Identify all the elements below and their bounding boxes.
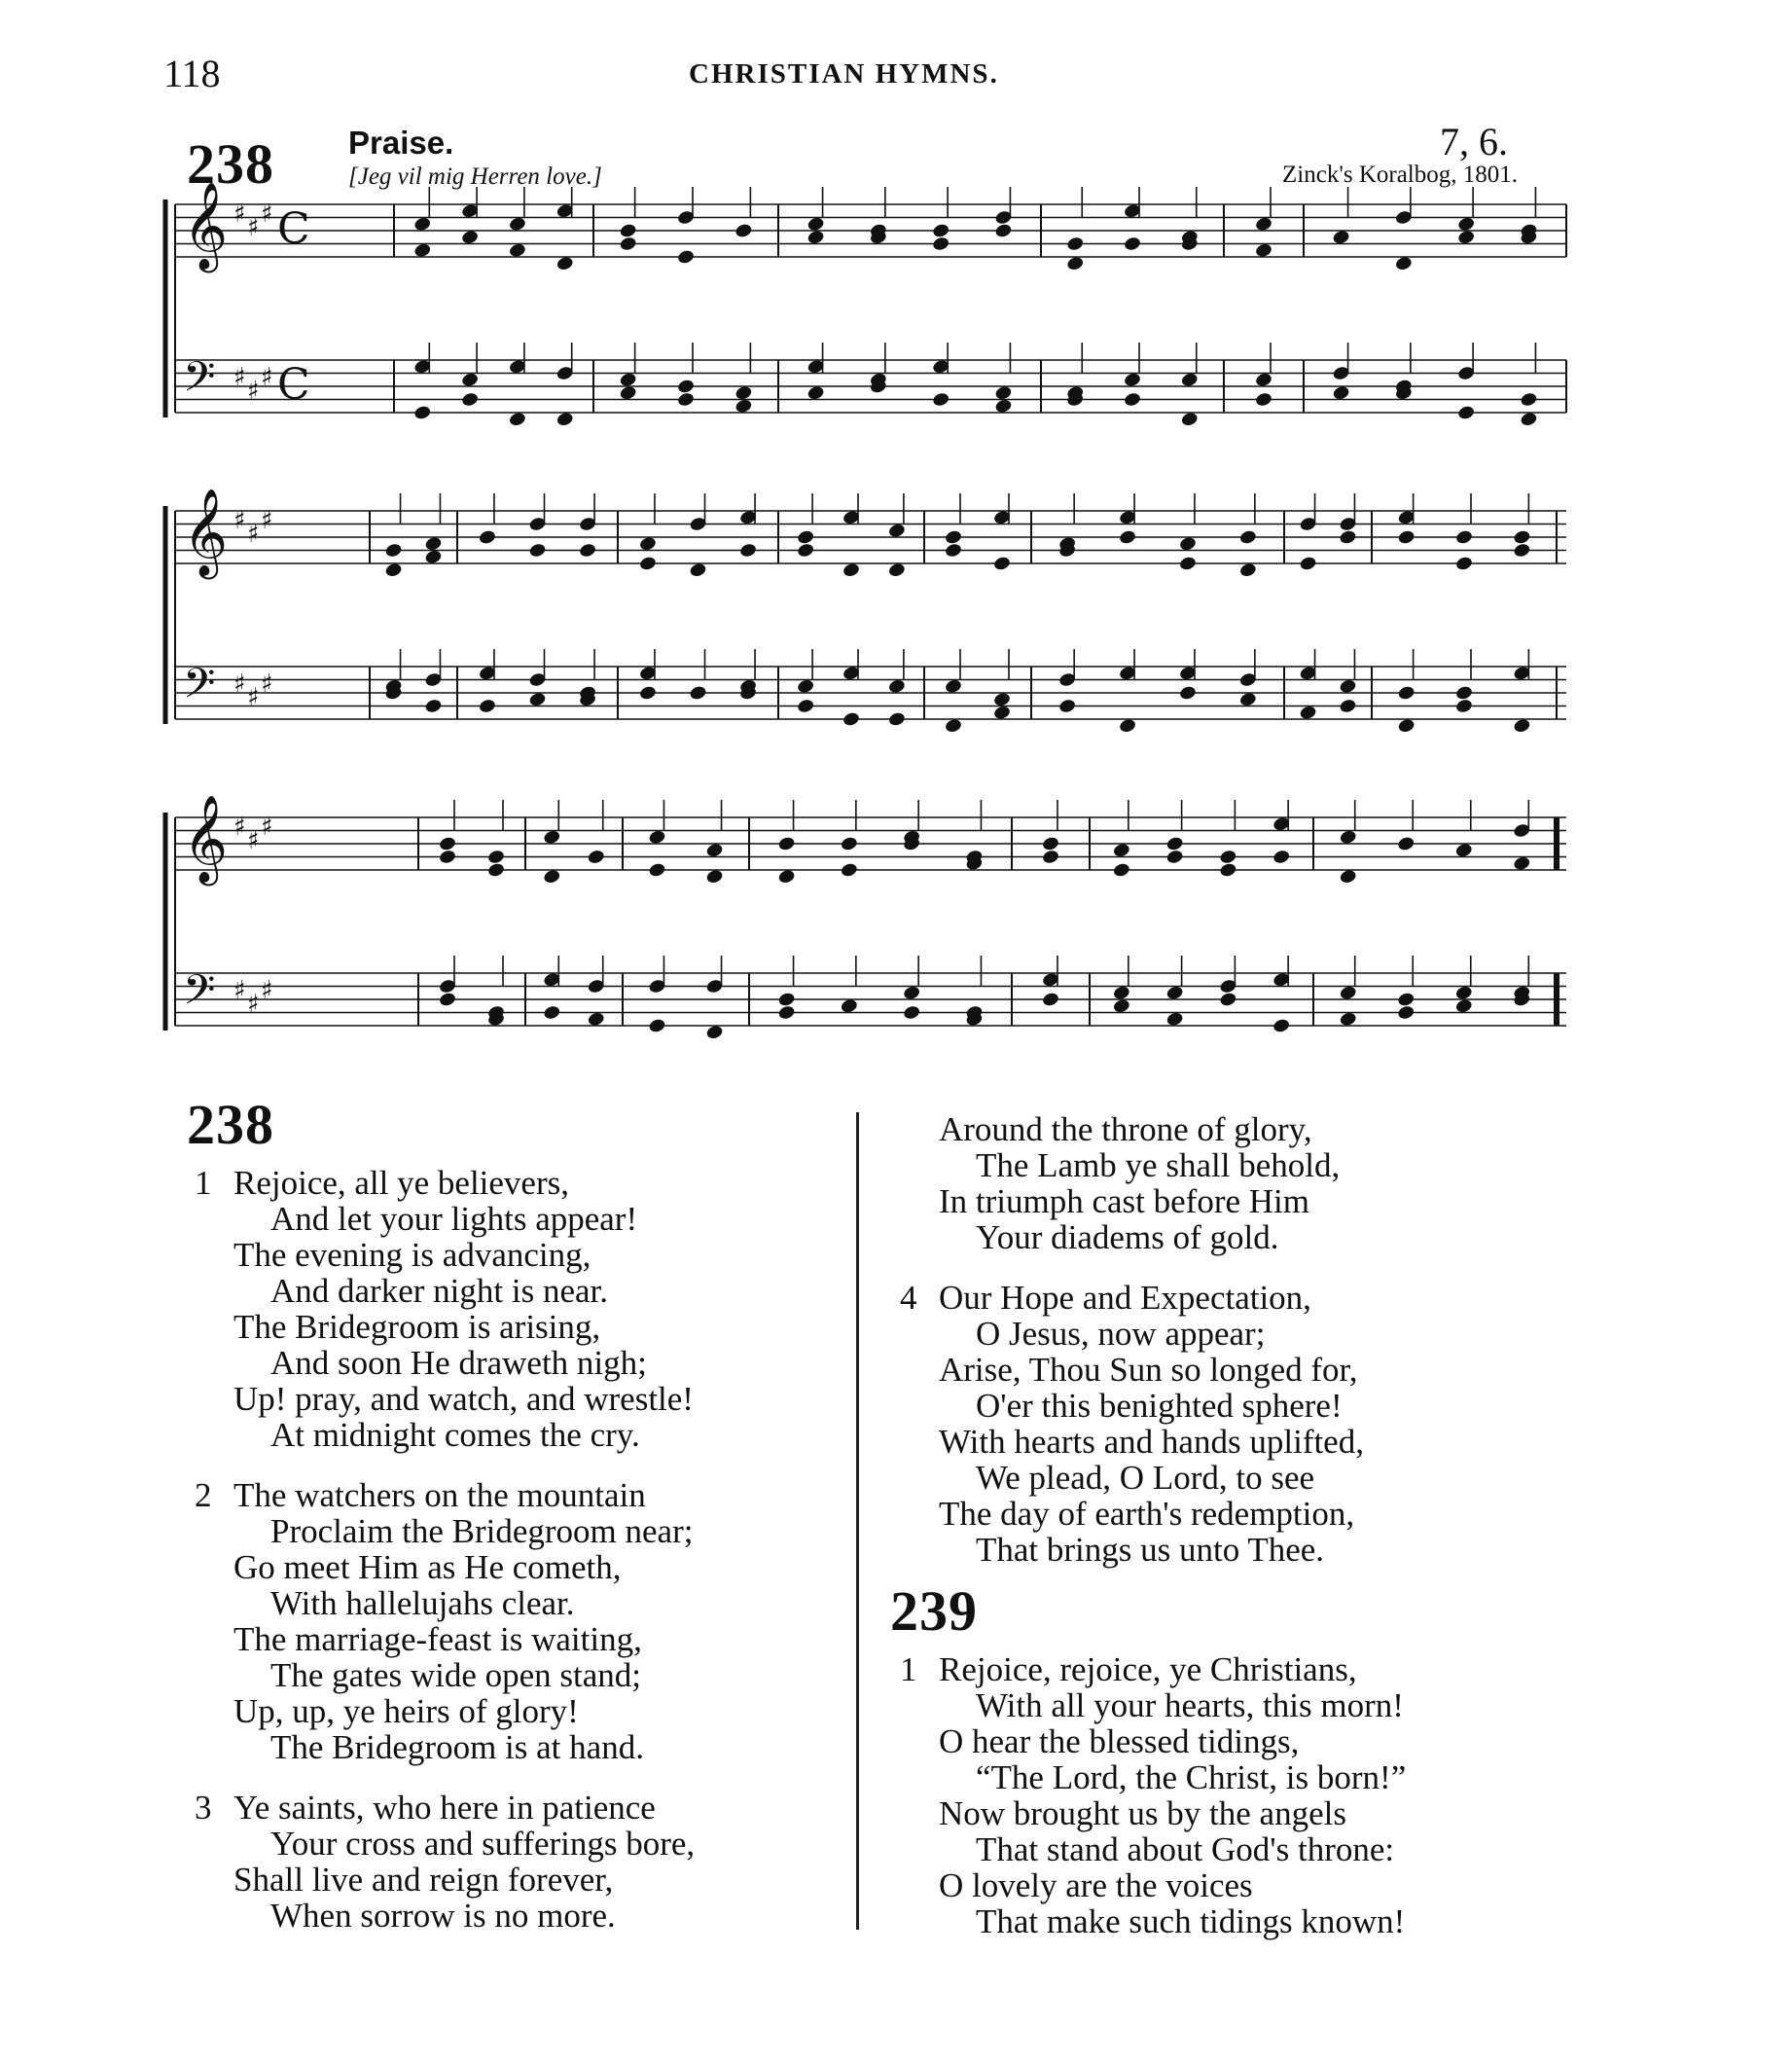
- note-head: [648, 1018, 666, 1034]
- note-head: [1513, 542, 1531, 559]
- note-head: [842, 711, 860, 728]
- note-head: [992, 705, 1011, 721]
- running-title: CHRISTIAN HYMNS.: [689, 58, 999, 90]
- sharp-sign: ♯: [247, 683, 260, 712]
- verse-line: When sorrow is no more.: [270, 1897, 616, 1935]
- sharp-sign: ♯: [247, 990, 260, 1019]
- note-head: [508, 411, 526, 427]
- tune-title: Praise.: [348, 125, 454, 161]
- sharp-sign: ♯: [233, 363, 246, 392]
- note-head: [587, 849, 605, 865]
- note-head: [806, 216, 825, 233]
- verse-3-start: [195, 1790, 837, 1934]
- note-head: [461, 229, 480, 245]
- note-head: [676, 379, 695, 395]
- note-head: [508, 216, 526, 233]
- verse-line: The Bridegroom is arising,: [233, 1308, 601, 1346]
- note-head: [413, 242, 432, 259]
- note-head: [705, 842, 724, 858]
- verse-line: The Lamb ye shall behold,: [976, 1146, 1341, 1184]
- verse-line: With hearts and hands uplifted,: [939, 1423, 1364, 1461]
- note-head: [486, 849, 505, 865]
- note-head: [1165, 849, 1184, 865]
- note-head: [1272, 849, 1291, 865]
- verse-2: [195, 1477, 837, 1765]
- note-head: [1254, 242, 1272, 259]
- note-head: [1219, 992, 1237, 1008]
- note-head: [438, 849, 456, 865]
- note-head: [1397, 685, 1416, 702]
- note-head: [1254, 216, 1272, 233]
- note-head: [1332, 384, 1350, 401]
- note-head: [1457, 405, 1476, 421]
- note-head: [676, 391, 695, 408]
- verse-line: O Jesus, now appear;: [976, 1315, 1266, 1353]
- verse-line: Go meet Him as He cometh,: [233, 1548, 622, 1586]
- note-head: [543, 829, 561, 846]
- verse-line: We plead, O Lord, to see: [976, 1459, 1315, 1497]
- verse-number: 1: [900, 1650, 917, 1688]
- note-head: [887, 711, 906, 728]
- note-head: [735, 398, 753, 415]
- note-head: [1272, 1018, 1291, 1034]
- note-head: [461, 391, 480, 408]
- sharp-sign: ♯: [247, 520, 260, 549]
- verse-line: The marriage-feast is waiting,: [233, 1620, 642, 1658]
- sharp-sign: ♯: [247, 377, 260, 406]
- verse-line: With all your hearts, this morn!: [976, 1686, 1404, 1724]
- note-head: [384, 542, 403, 559]
- note-head: [932, 235, 950, 252]
- verse-line: O'er this benighted sphere!: [976, 1387, 1343, 1425]
- verse-1: [900, 1651, 1581, 1939]
- sharp-sign: ♯: [233, 506, 246, 535]
- note-head: [1454, 997, 1473, 1014]
- verse-line: Arise, Thou Sun so longed for,: [939, 1351, 1358, 1389]
- sharp-sign: ♯: [261, 813, 273, 842]
- verse-line: The watchers on the mountain: [233, 1476, 646, 1514]
- treble-clef: 𝄞: [183, 182, 229, 270]
- note-head: [1339, 985, 1357, 1001]
- column-divider: [856, 1112, 859, 1930]
- hymn-238-left-column: [195, 1165, 837, 1958]
- note-head: [1513, 717, 1531, 734]
- note-head: [1165, 836, 1184, 852]
- note-head: [528, 542, 547, 559]
- note-head: [887, 523, 906, 539]
- note-head: [735, 223, 753, 239]
- verse-number: 3: [195, 1789, 212, 1827]
- note-head: [777, 1004, 796, 1021]
- note-head: [1118, 529, 1136, 546]
- verse-number: 1: [195, 1164, 212, 1202]
- note-head: [508, 242, 526, 259]
- hymn-239-number: 239: [890, 1579, 978, 1643]
- note-head: [1123, 235, 1141, 252]
- note-head: [1066, 235, 1085, 252]
- note-head: [840, 862, 858, 879]
- sharp-sign: ♯: [233, 976, 246, 1005]
- note-head: [1112, 842, 1130, 858]
- note-head: [994, 384, 1013, 401]
- note-head: [556, 411, 574, 427]
- note-head: [994, 223, 1013, 239]
- note-head: [1219, 849, 1237, 865]
- note-head: [992, 556, 1011, 572]
- note-head: [1397, 1004, 1416, 1021]
- hymn-238-number: 238: [187, 1093, 274, 1156]
- verse-line: Up! pray, and watch, and wrestle!: [233, 1380, 694, 1418]
- verse-line: With hallelujahs clear.: [270, 1584, 575, 1622]
- verse-line: The evening is advancing,: [233, 1236, 591, 1274]
- note-head: [1123, 391, 1141, 408]
- note-head: [944, 542, 962, 559]
- note-head: [1238, 561, 1257, 578]
- note-head: [1112, 997, 1130, 1014]
- note-head: [1165, 1011, 1184, 1028]
- note-head: [1457, 216, 1476, 233]
- bass-clef: 𝄢: [183, 353, 216, 412]
- note-head: [735, 384, 753, 401]
- note-head: [992, 691, 1011, 707]
- tune-subtitle: [Jeg vil mig Herren love.]: [348, 163, 602, 190]
- sharp-sign: ♯: [261, 670, 273, 699]
- bass-clef: 𝄢: [183, 660, 216, 718]
- note-head: [1339, 868, 1357, 885]
- note-head: [1457, 229, 1476, 245]
- verse-line: The Bridegroom is at hand.: [270, 1728, 644, 1766]
- note-head: [1058, 698, 1077, 714]
- note-head: [1238, 691, 1257, 707]
- verse-line: That make such tidings known!: [976, 1902, 1406, 1940]
- note-head: [705, 868, 724, 885]
- note-head: [543, 868, 561, 885]
- note-head: [1219, 862, 1237, 879]
- sharp-sign: ♯: [247, 826, 260, 855]
- note-head: [705, 1024, 724, 1040]
- note-head: [1180, 372, 1199, 388]
- note-head: [1123, 372, 1141, 388]
- note-head: [1178, 685, 1197, 702]
- note-head: [638, 685, 657, 702]
- note-head: [1332, 229, 1350, 245]
- verse-line: O hear the blessed tidings,: [939, 1722, 1300, 1760]
- note-head: [424, 535, 443, 552]
- time-signature: C: [277, 360, 310, 410]
- note-head: [1299, 705, 1317, 721]
- note-head: [1397, 836, 1416, 852]
- note-head: [1454, 698, 1473, 714]
- verse-line: Rejoice, all ye believers,: [233, 1164, 569, 1202]
- note-head: [1339, 698, 1357, 714]
- note-head: [1112, 862, 1130, 879]
- note-head: [1513, 855, 1531, 872]
- note-head: [944, 529, 962, 546]
- note-head: [1454, 685, 1473, 702]
- note-head: [1299, 556, 1317, 572]
- note-head: [887, 678, 906, 695]
- note-head: [806, 384, 825, 401]
- note-head: [543, 1004, 561, 1021]
- verse-line: O lovely are the voices: [939, 1866, 1253, 1904]
- note-head: [689, 561, 707, 578]
- sharp-sign: ♯: [261, 506, 273, 535]
- note-head: [842, 561, 860, 578]
- note-head: [840, 836, 858, 852]
- hymn-238-right-column: [900, 1111, 1581, 1592]
- note-head: [1178, 556, 1197, 572]
- note-head: [413, 216, 432, 233]
- sharp-sign: ♯: [261, 199, 273, 229]
- note-head: [1180, 411, 1199, 427]
- verse-4: [900, 1280, 1581, 1568]
- verse-line: Our Hope and Expectation,: [939, 1279, 1311, 1317]
- note-head: [619, 384, 637, 401]
- tune-source: Zinck's Koralbog, 1801.: [1282, 162, 1518, 188]
- note-head: [587, 1011, 605, 1028]
- note-head: [648, 829, 666, 846]
- note-head: [689, 685, 707, 702]
- note-head: [797, 542, 815, 559]
- note-head: [1178, 535, 1197, 552]
- note-head: [1118, 717, 1136, 734]
- tune-meter: 7, 6.: [1440, 120, 1508, 163]
- verse-line: Now brought us by the angels: [939, 1794, 1346, 1832]
- note-head: [797, 678, 815, 695]
- music-score: [156, 180, 1576, 1090]
- note-head: [1454, 556, 1473, 572]
- note-head: [413, 405, 432, 421]
- note-head: [676, 249, 695, 266]
- note-head: [478, 698, 496, 714]
- note-head: [1454, 842, 1473, 858]
- verse-line: Ye saints, who here in patience: [233, 1789, 656, 1827]
- verse-line: Around the throne of glory,: [939, 1110, 1312, 1148]
- note-head: [1041, 992, 1059, 1008]
- note-head: [903, 1004, 921, 1021]
- verse-number: 4: [900, 1279, 917, 1317]
- tune-number: 238: [187, 132, 274, 196]
- note-head: [1397, 717, 1416, 734]
- note-head: [903, 985, 921, 1001]
- note-head: [1339, 1011, 1357, 1028]
- note-head: [619, 372, 637, 388]
- note-head: [1520, 391, 1538, 408]
- note-head: [806, 229, 825, 245]
- note-head: [797, 698, 815, 714]
- note-head: [1397, 529, 1416, 546]
- note-head: [1397, 992, 1416, 1008]
- note-head: [619, 223, 637, 239]
- verse-line: And darker night is near.: [270, 1272, 608, 1310]
- verse-line: And let your lights appear!: [270, 1200, 638, 1238]
- note-head: [777, 868, 796, 885]
- note-head: [1254, 372, 1272, 388]
- sharp-sign: ♯: [233, 670, 246, 699]
- page-number: 118: [163, 52, 221, 95]
- note-head: [944, 717, 962, 734]
- note-head: [1254, 391, 1272, 408]
- note-head: [1238, 529, 1257, 546]
- verse-line: That brings us unto Thee.: [976, 1531, 1325, 1569]
- note-head: [887, 561, 906, 578]
- verse-line: Your cross and sufferings bore,: [270, 1825, 696, 1863]
- sharp-sign: ♯: [261, 363, 273, 392]
- verse-line: The gates wide open stand;: [270, 1656, 642, 1694]
- note-head: [932, 391, 950, 408]
- treble-clef: 𝄞: [183, 795, 229, 883]
- verse-3-end: [900, 1111, 1581, 1255]
- note-head: [478, 529, 496, 546]
- note-head: [1454, 985, 1473, 1001]
- note-head: [1041, 849, 1059, 865]
- note-head: [461, 372, 480, 388]
- note-head: [638, 556, 657, 572]
- verse-line: Rejoice, rejoice, ye Christians,: [939, 1650, 1357, 1688]
- sharp-sign: ♯: [233, 813, 246, 842]
- hymn-239-column: [900, 1651, 1581, 1964]
- note-head: [486, 862, 505, 879]
- verse-line: At midnight comes the cry.: [270, 1416, 640, 1454]
- note-head: [528, 691, 547, 707]
- note-head: [1165, 985, 1184, 1001]
- note-head: [1041, 836, 1059, 852]
- note-head: [384, 561, 403, 578]
- note-head: [578, 542, 596, 559]
- note-head: [424, 549, 443, 565]
- note-head: [424, 698, 443, 714]
- note-head: [438, 992, 456, 1008]
- note-head: [1066, 255, 1085, 271]
- note-head: [932, 223, 950, 239]
- sharp-sign: ♯: [233, 199, 246, 229]
- sharp-sign: ♯: [247, 213, 260, 242]
- note-head: [648, 862, 666, 879]
- verse-line: Up, up, ye heirs of glory!: [233, 1692, 579, 1730]
- verse-line: Your diadems of gold.: [976, 1218, 1279, 1256]
- verse-line: And soon He draweth nigh;: [270, 1344, 647, 1382]
- note-head: [797, 529, 815, 546]
- note-head: [556, 255, 574, 271]
- note-head: [777, 992, 796, 1008]
- verse-line: Shall live and reign forever,: [233, 1861, 614, 1899]
- note-head: [944, 678, 962, 695]
- verse-line: That stand about God's throne:: [976, 1830, 1395, 1868]
- note-head: [1394, 255, 1413, 271]
- note-head: [1454, 529, 1473, 546]
- note-head: [840, 997, 858, 1014]
- note-head: [1339, 529, 1357, 546]
- note-head: [438, 836, 456, 852]
- note-head: [1339, 829, 1357, 846]
- note-head: [1339, 678, 1357, 695]
- verse-line: Proclaim the Bridegroom near;: [270, 1512, 694, 1550]
- sharp-sign: ♯: [261, 976, 273, 1005]
- note-head: [1520, 411, 1538, 427]
- verse-1: [195, 1165, 837, 1453]
- note-head: [738, 542, 757, 559]
- bass-clef: 𝄢: [183, 966, 216, 1025]
- verse-number: 2: [195, 1476, 212, 1514]
- note-head: [638, 535, 657, 552]
- verse-line: The day of earth's redemption,: [939, 1495, 1355, 1533]
- note-head: [1112, 985, 1130, 1001]
- note-head: [994, 398, 1013, 415]
- verse-line: “The Lord, the Christ, is born!”: [976, 1758, 1407, 1796]
- note-head: [1513, 529, 1531, 546]
- time-signature: C: [277, 204, 310, 254]
- note-head: [777, 836, 796, 852]
- treble-clef: 𝄞: [183, 489, 229, 576]
- verse-line: In triumph cast before Him: [939, 1182, 1310, 1220]
- note-head: [619, 235, 637, 252]
